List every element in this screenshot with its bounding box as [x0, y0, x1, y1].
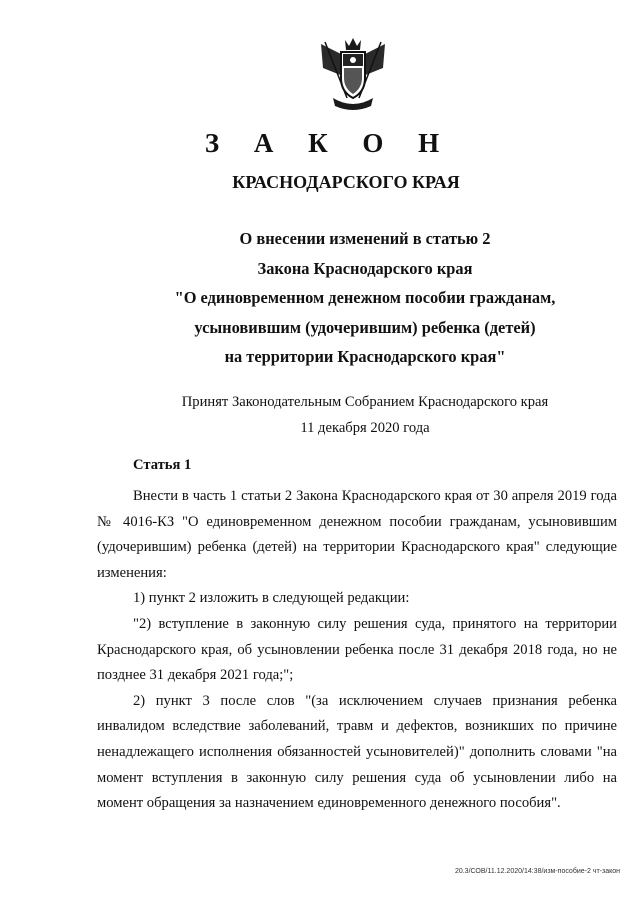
adoption-date: 11 декабря 2020 года [300, 420, 430, 436]
law-subject [150, 224, 580, 372]
article-heading: Статья 1 [133, 457, 192, 473]
document-type-title: З А К О Н [204, 128, 454, 158]
subject-line: О внесении изменений в статью 2 [239, 229, 491, 248]
document-code: 20.3/СОВ/11.12.2020/14:38/изм-пособие-2 чт-закон [454, 868, 620, 875]
coat-of-arms-icon [315, 34, 391, 114]
article-body [97, 484, 617, 817]
article-paragraph: Внести в часть 1 статьи 2 Закона Краснодарского края от 30 апреля 2019 года № 4016-КЗ "О единовременном денежном пособии гражданам, усыновившим (удочерившим) ребенка (детей) на территории Краснодарского края" следующие изменения: [97, 488, 617, 581]
article-paragraph: "2) вступление в законную силу решения суда, принятого на территории Краснодарского края, об усыновлении ребенка после 31 декабря 2018 года, но не позднее 31 декабря 2021 года;"; [97, 615, 617, 684]
subject-line: усыновившим (удочерившим) ребенка (детей) [194, 317, 536, 337]
region-title: КРАСНОДАРСКОГО КРАЯ [232, 172, 460, 192]
subject-line: на территории Краснодарского края" [224, 347, 506, 366]
adoption-info [150, 389, 580, 441]
article-paragraph: 1) пункт 2 изложить в следующей редакции: [133, 590, 410, 607]
adoption-body: Принят Законодательным Собранием Краснодарского края [181, 394, 549, 410]
subject-line: "О единовременном денежном пособии гражданам, [174, 288, 556, 307]
article-paragraph: 2) пункт 3 после слов "(за исключением случаев признания ребенка инвалидом вследствие заболеваний, травм и дефектов, возникших по причине ненадлежащего исполнения обязанностей усыновителей)" дополнить словами "на момент вступления в законную силу решения суда об усыновлении либо на момент обращения за назначением единовременного денежного пособия". [97, 692, 617, 812]
subject-line: Закона Краснодарского края [257, 258, 473, 278]
